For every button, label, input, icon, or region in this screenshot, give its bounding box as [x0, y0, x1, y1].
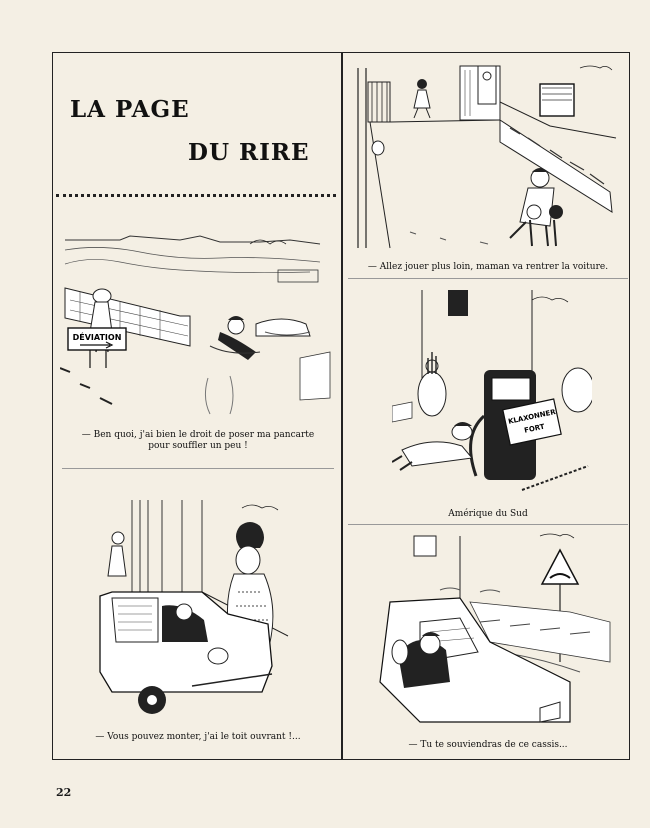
- page-number: 22: [56, 786, 72, 799]
- right-row-divider-1: [348, 278, 628, 279]
- page-title-line1: LA PAGE: [70, 96, 190, 123]
- cartoon-gas-pump: [392, 286, 592, 496]
- left-row-divider: [62, 468, 334, 469]
- caption-driveway-line1: — Allez jouer plus loin, maman va rentrer la voiture.: [367, 262, 609, 272]
- cartoon-toit-ouvrant: [92, 496, 312, 726]
- caption-cassis: [348, 740, 628, 751]
- cartoon-cassis: [360, 532, 620, 732]
- caption-deviation-line2: pour souffler un peu !: [148, 441, 248, 451]
- caption-deviation: [62, 430, 334, 452]
- cartoon-driveway: [350, 62, 625, 252]
- cartoon-deviation: [60, 228, 335, 418]
- column-divider: [341, 52, 343, 760]
- right-row-divider-2: [348, 524, 628, 525]
- caption-driveway: [348, 262, 628, 273]
- title-dotted-rule: [56, 194, 336, 197]
- page-title-line2: DU RIRE: [188, 139, 310, 166]
- caption-gas-pump-line1: Amérique du Sud: [448, 509, 528, 519]
- caption-cassis-line1: — Tu te souviendras de ce cassis...: [408, 740, 568, 750]
- caption-deviation-line1: — Ben quoi, j'ai bien le droit de poser ma pancarte: [81, 430, 315, 440]
- caption-toit-ouvrant: [62, 732, 334, 743]
- deviation-sign-text: DÉVIATION: [72, 333, 122, 342]
- pump-text-line1: KLAXONNER: [507, 407, 557, 426]
- caption-gas-pump: [348, 509, 628, 520]
- caption-toit-ouvrant-line1: — Vous pouvez monter, j'ai le toit ouvrant !...: [95, 732, 301, 742]
- pump-text-line2: FORT: [523, 422, 546, 435]
